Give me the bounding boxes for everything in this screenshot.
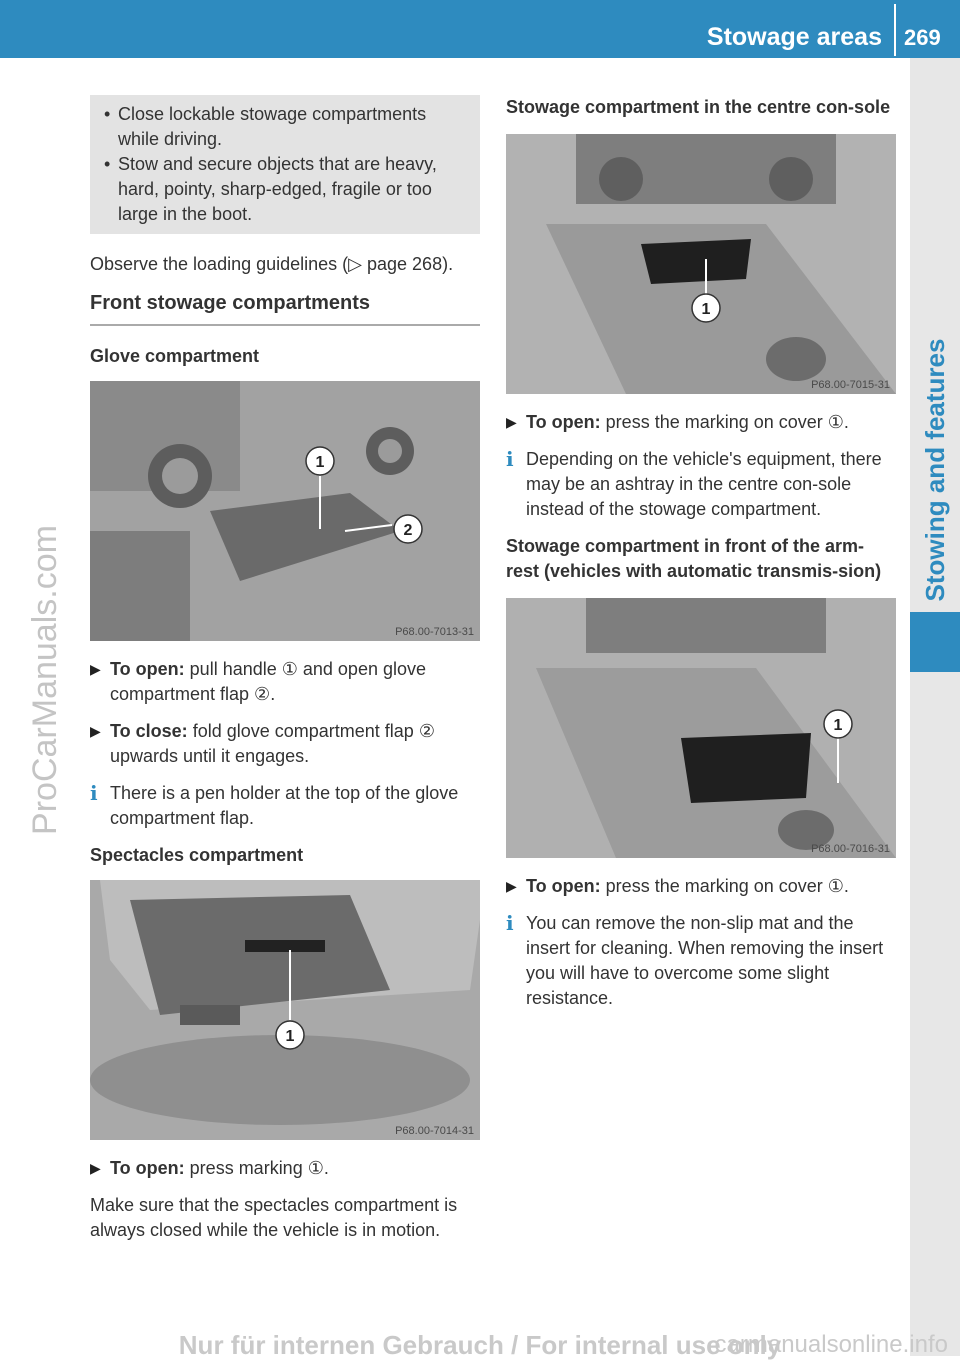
glove-callout-2: 2 <box>403 522 413 539</box>
glove-heading: Glove compartment <box>90 346 260 366</box>
step-arrow-icon: ▶ <box>90 723 101 739</box>
spectacles-heading: Spectacles compartment <box>90 845 304 865</box>
step-arrow-icon: ▶ <box>506 414 517 430</box>
centre-console-heading: Stowage compartment in the centre con-sole <box>506 97 891 117</box>
centre-console-photo <box>506 134 896 394</box>
right-column <box>506 95 896 1023</box>
armrest-heading: Stowage compartment in front of the arm-rest (vehicles with automatic transmis-sion) <box>506 536 882 581</box>
glove-info-note: i There is a pen holder at the top of the glove compartment flap. <box>90 781 459 828</box>
watermark-left: ProCarManuals.com <box>26 525 64 835</box>
step-arrow-icon: ▶ <box>90 1160 101 1176</box>
info-icon: i <box>90 781 98 805</box>
armrest-callout-1: 1 <box>833 717 843 734</box>
info-icon: i <box>506 447 514 471</box>
armrest-image-ref: P68.00-7016-31 <box>811 843 890 855</box>
header-title: Stowage areas <box>706 23 882 51</box>
warning-item: • Close lockable stowage compartments while driving. <box>104 104 427 149</box>
watermark-bottom-right: carmanualsonline.info <box>714 1331 948 1358</box>
step-arrow-icon: ▶ <box>506 878 517 894</box>
side-bar <box>910 58 960 1356</box>
watermark-bottom: Nur für internen Gebrauch / For internal use only <box>178 1330 782 1360</box>
armrest-compartment-photo <box>506 598 896 858</box>
centre-open-step: ▶ To open: press the marking on cover ①. <box>506 410 896 435</box>
left-column <box>90 95 480 1255</box>
glove-callout-1: 1 <box>315 454 325 471</box>
step-arrow-icon: ▶ <box>90 661 101 677</box>
centre-image-ref: P68.00-7015-31 <box>811 379 890 391</box>
glove-compartment-photo <box>90 381 480 641</box>
glove-image-ref: P68.00-7013-31 <box>395 626 474 638</box>
loading-guidelines-text: Observe the loading guidelines (▷ page 268). <box>90 254 454 274</box>
glove-open-step: ▶ To open: pull handle ① and open glove compartment flap ②. <box>90 659 426 704</box>
front-stowage-heading: Front stowage compartments <box>90 291 480 326</box>
header-divider <box>894 4 896 56</box>
info-icon: i <box>506 911 514 935</box>
glove-close-step: ▶ To close: fold glove compartment flap ② upwards until it engages. <box>90 721 435 766</box>
spectacles-compartment-photo <box>90 880 480 1140</box>
warning-item: • Stow and secure objects that are heavy, hard, pointy, sharp-edged, fragile or too large in the boot. <box>104 154 437 224</box>
centre-callout-1: 1 <box>701 301 711 318</box>
spectacles-open-step: ▶ To open: press marking ①. <box>90 1156 480 1181</box>
spectacles-callout-1: 1 <box>285 1028 295 1045</box>
spectacles-note: Make sure that the spectacles compartment is always closed while the vehicle is in motion. <box>90 1195 458 1240</box>
warning-box <box>90 95 480 234</box>
armrest-open-step: ▶ To open: press the marking on cover ①. <box>506 874 896 899</box>
spectacles-image-ref: P68.00-7014-31 <box>395 1125 474 1137</box>
section-tab-label: Stowing and features <box>920 338 950 602</box>
page-number: 269 <box>904 25 941 50</box>
armrest-info-note: i You can remove the non-slip mat and the insert for cleaning. When removing the insert you will have to overcome some slight resistance. <box>506 911 884 1008</box>
centre-info-note: i Depending on the vehicle's equipment, there may be an ashtray in the centre con-sole instead of the stowage compartment. <box>506 447 882 519</box>
